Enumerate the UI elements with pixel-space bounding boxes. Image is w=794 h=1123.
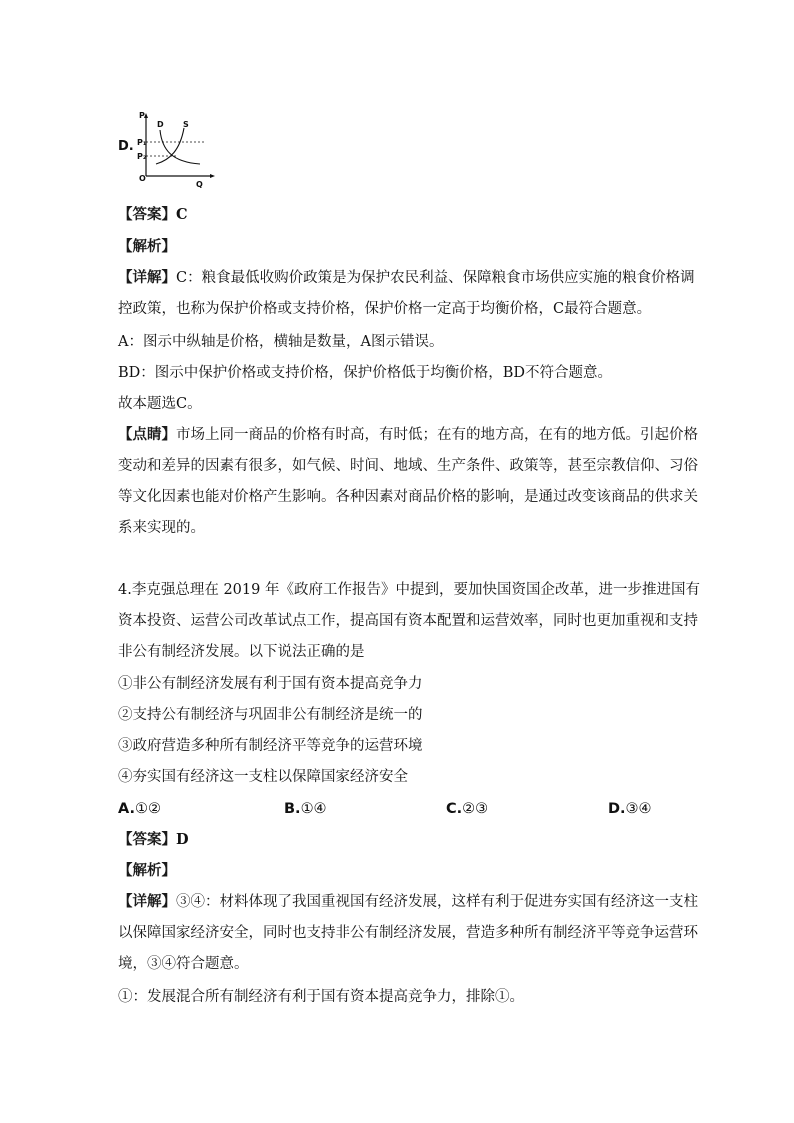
q4-stem-line3: 非公有制经济发展。以下说法正确的是 [118,644,365,660]
curve-d-label: D [157,120,164,129]
q3-tip-line4: 系来实现的。 [118,520,205,536]
p2-label: P₂ [137,152,147,161]
detail-text-1: C：粮食最低收购价政策是为保护农民利益、保障粮食市场供应实施的粮食价格调 [176,270,695,286]
q4-option-c [446,799,488,819]
answer-value: D [176,831,189,848]
q3-analysis-line [118,237,176,257]
detail-tag: 【详解】 [118,894,176,910]
tip-text-1: 市场上同一商品的价格有时高，有时低；在有的地方高，在有的地方低。引起价格 [176,427,698,443]
q4-option-d [608,799,652,819]
curve-s-label: S [183,120,189,129]
q4-line-1: ①：发展混合所有制经济有利于国有资本提高竞争力，排除①。 [118,989,524,1005]
q4-detail-line2: 以保障国家经济安全，同时也支持非公有制经济发展，营造多种所有制经济平等竞争运营环 [118,925,698,941]
q4-option-a [118,799,161,819]
analysis-tag: 【解析】 [118,863,176,879]
q4-statement-3: ③政府营造多种所有制经济平等竞争的运营环境 [118,738,423,754]
option-value: ①④ [300,801,327,817]
option-value: ③④ [625,801,652,817]
option-value: ①② [135,801,161,817]
q4-stem-line2: 资本投资、运营公司改革试点工作，提高国有资本配置和运营效率，同时也更加重视和支持 [118,613,698,629]
q4-statement-2: ②支持公有制经济与巩固非公有制经济是统一的 [118,707,423,723]
option-value: ②③ [462,801,489,817]
detail-tag: 【详解】 [118,270,176,286]
tip-tag: 【点睛】 [118,427,176,443]
q4-stem-line1: 4.李克强总理在 2019 年《政府工作报告》中提到，要加快国资国企改革，进一步推进国有 [118,582,700,598]
answer-tag: 【答案】 [118,832,176,848]
answer-tag: 【答案】 [118,207,176,223]
q3-detail-line1 [118,268,695,288]
q3-tip-line1 [118,425,698,445]
q3-conclusion: 故本题选C。 [118,396,202,412]
axis-q-label: Q [196,180,203,189]
q4-detail-line3: 境，③④符合题意。 [118,956,249,972]
q3-answer-line [118,205,188,225]
q4-answer-line [118,830,189,850]
axis-p-label: P [139,111,145,120]
option-letter: D. [608,801,626,817]
option-letter: B. [284,801,301,817]
supply-demand-graph [138,110,218,190]
q3-tip-line3: 等文化因素也能对价格产生影响。各种因素对商品价格的影响，是通过改变该商品的供求关 [118,489,698,505]
q3-detail-line2: 控政策，也称为保护价格或支持价格，保护价格一定高于均衡价格，C最符合题意。 [118,301,652,317]
q4-detail-line1 [118,892,698,912]
supply-demand-figure [118,110,218,190]
q3-line-bd: BD：图示中保护价格或支持价格，保护价格低于均衡价格，BD不符合题意。 [118,365,613,381]
detail-text-1: ③④：材料体现了我国重视国有经济发展，这样有利于促进夯实国有经济这一支柱 [176,894,698,910]
q3-tip-line2: 变动和差异的因素有很多，如气候、时间、地域、生产条件、政策等，甚至宗教信仰、习俗 [118,458,698,474]
origin-label: O [139,174,146,183]
q-axis-arrow-icon [210,174,215,178]
answer-value: C [176,206,188,223]
figure-option-label: D. [118,139,134,154]
q4-statement-4: ④夯实国有经济这一支柱以保障国家经济安全 [118,769,408,785]
option-letter: C. [446,801,463,817]
analysis-tag: 【解析】 [118,239,176,255]
p1-label: P₁ [137,138,147,147]
option-letter: A. [118,801,135,817]
q4-option-b [284,799,327,819]
q3-line-a: A：图示中纵轴是价格，横轴是数量，A图示错误。 [118,334,444,350]
q4-analysis-line [118,861,176,881]
q4-statement-1: ①非公有制经济发展有利于国有资本提高竞争力 [118,676,423,692]
